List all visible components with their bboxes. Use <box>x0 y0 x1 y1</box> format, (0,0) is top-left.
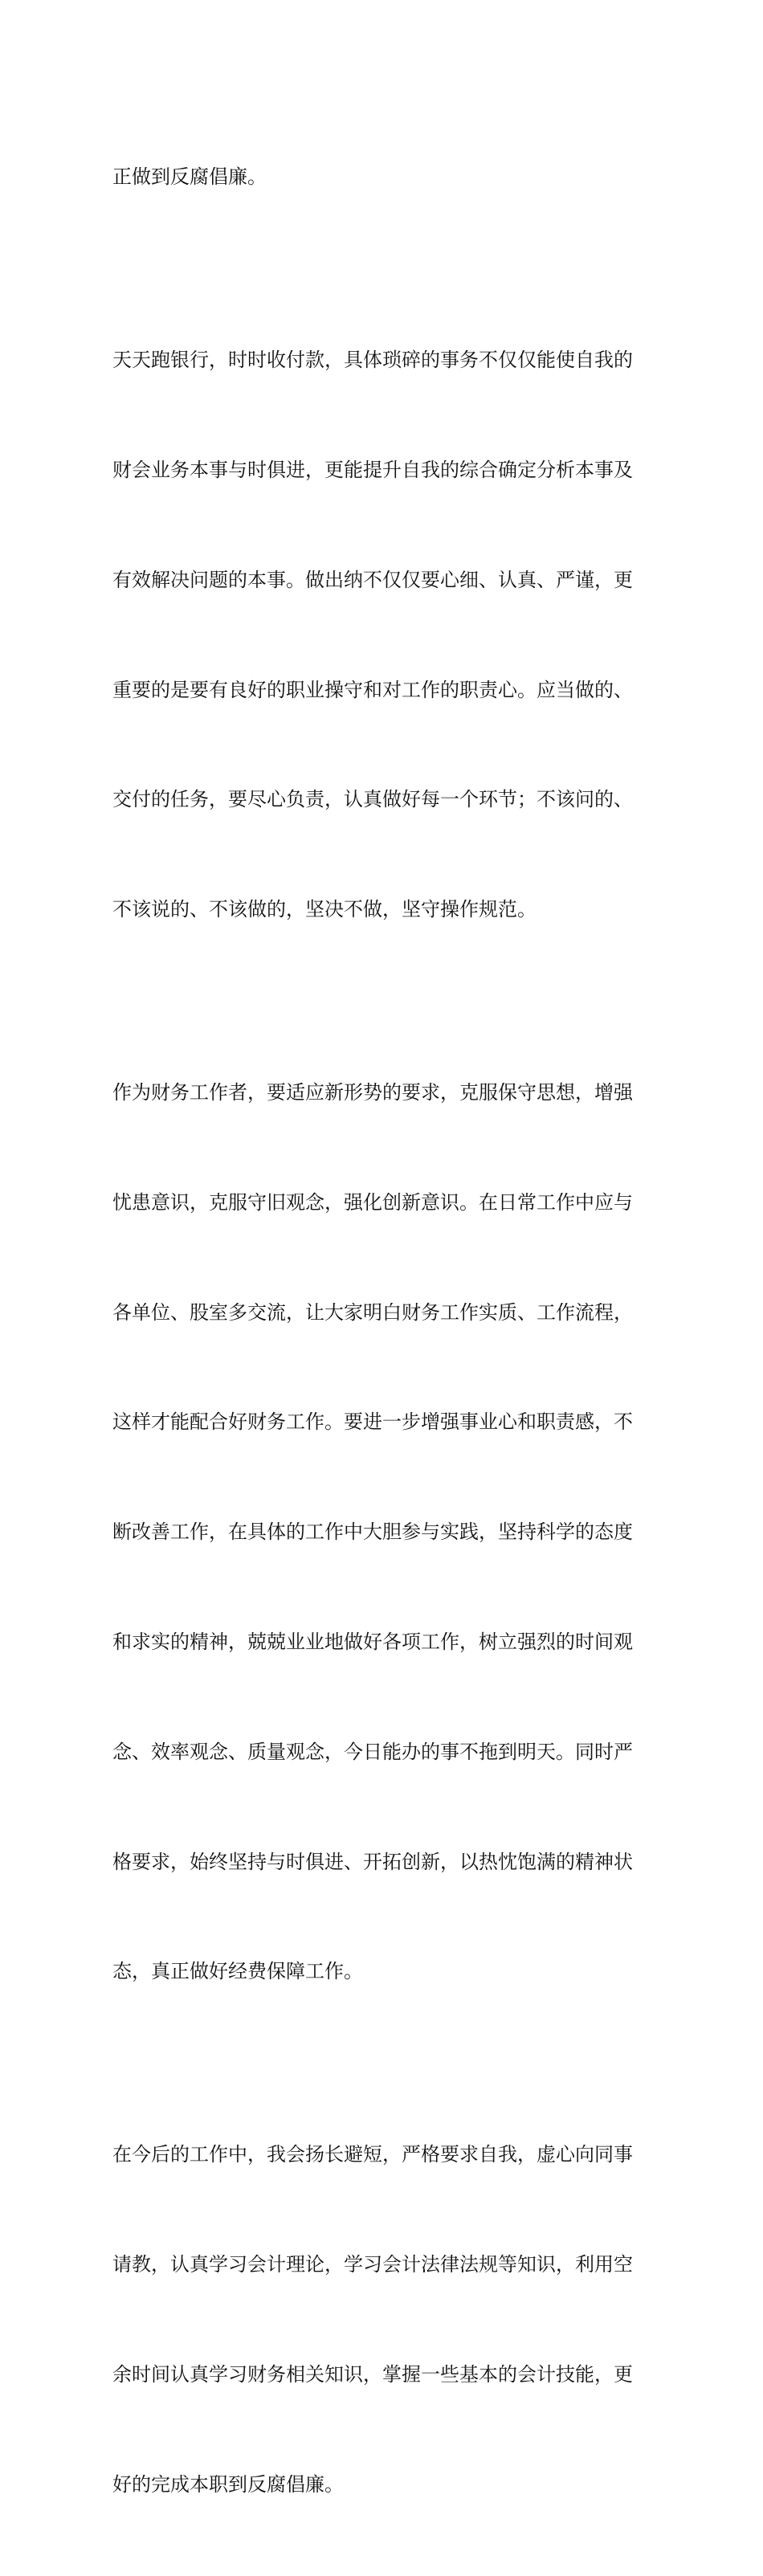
text-line: 各单位、股室多交流，让大家明白财务工作实质、工作流程， <box>112 1300 633 1324</box>
text-line: 重要的是要有良好的职业操守和对工作的职责心。应当做的、 <box>112 678 633 701</box>
paragraph-3 <box>112 1002 652 2064</box>
document-body <box>112 86 652 2576</box>
text-line: 格要求，始终坚持与时俱进、开拓创新，以热忱饱满的精神状 <box>112 1850 633 1873</box>
paragraph-4 <box>112 2064 652 2576</box>
text-line: 忧患意识，克服守旧观念，强化创新意识。在日常工作中应与 <box>112 1190 633 1214</box>
text-line: 余时间认真学习财务相关知识，掌握一些基本的会计技能，更 <box>112 2362 633 2386</box>
text-line: 在今后的工作中，我会扬长避短，严格要求自我，虚心向同事 <box>112 2143 633 2166</box>
text-line: 念、效率观念、质量观念，今日能办的事不拖到明天。同时严 <box>112 1740 633 1763</box>
text-line: 不该说的、不该做的，坚决不做，坚守操作规范。 <box>112 898 537 921</box>
text-line: 有效解决问题的本事。做出纳不仅仅要心细、认真、严谨，更 <box>112 568 633 591</box>
text-line: 天天跑银行，时时收付款，具体琐碎的事务不仅仅能使自我的 <box>112 349 633 372</box>
text-line: 交付的任务，要尽心负责，认真做好每一个环节；不该问的、 <box>112 788 633 811</box>
paragraph-2 <box>112 269 652 1002</box>
paragraph-1 <box>112 86 652 269</box>
text-line: 和求实的精神，兢兢业业地做好各项工作，树立强烈的时间观 <box>112 1630 633 1653</box>
text-line: 请教，认真学习会计理论，学习会计法律法规等知识，利用空 <box>112 2253 633 2276</box>
text-line: 财会业务本事与时俱进，更能提升自我的综合确定分析本事及 <box>112 458 633 481</box>
text-line: 这样才能配合好财务工作。要进一步增强事业心和职责感，不 <box>112 1410 633 1434</box>
text-line: 正做到反腐倡廉。 <box>112 165 267 189</box>
text-line: 断改善工作，在具体的工作中大胆参与实践，坚持科学的态度 <box>112 1521 633 1544</box>
text-line: 好的完成本职到反腐倡廉。 <box>112 2472 344 2496</box>
text-line: 态，真正做好经费保障工作。 <box>112 1960 363 1983</box>
text-line: 作为财务工作者，要适应新形势的要求，克服保守思想，增强 <box>112 1081 633 1104</box>
